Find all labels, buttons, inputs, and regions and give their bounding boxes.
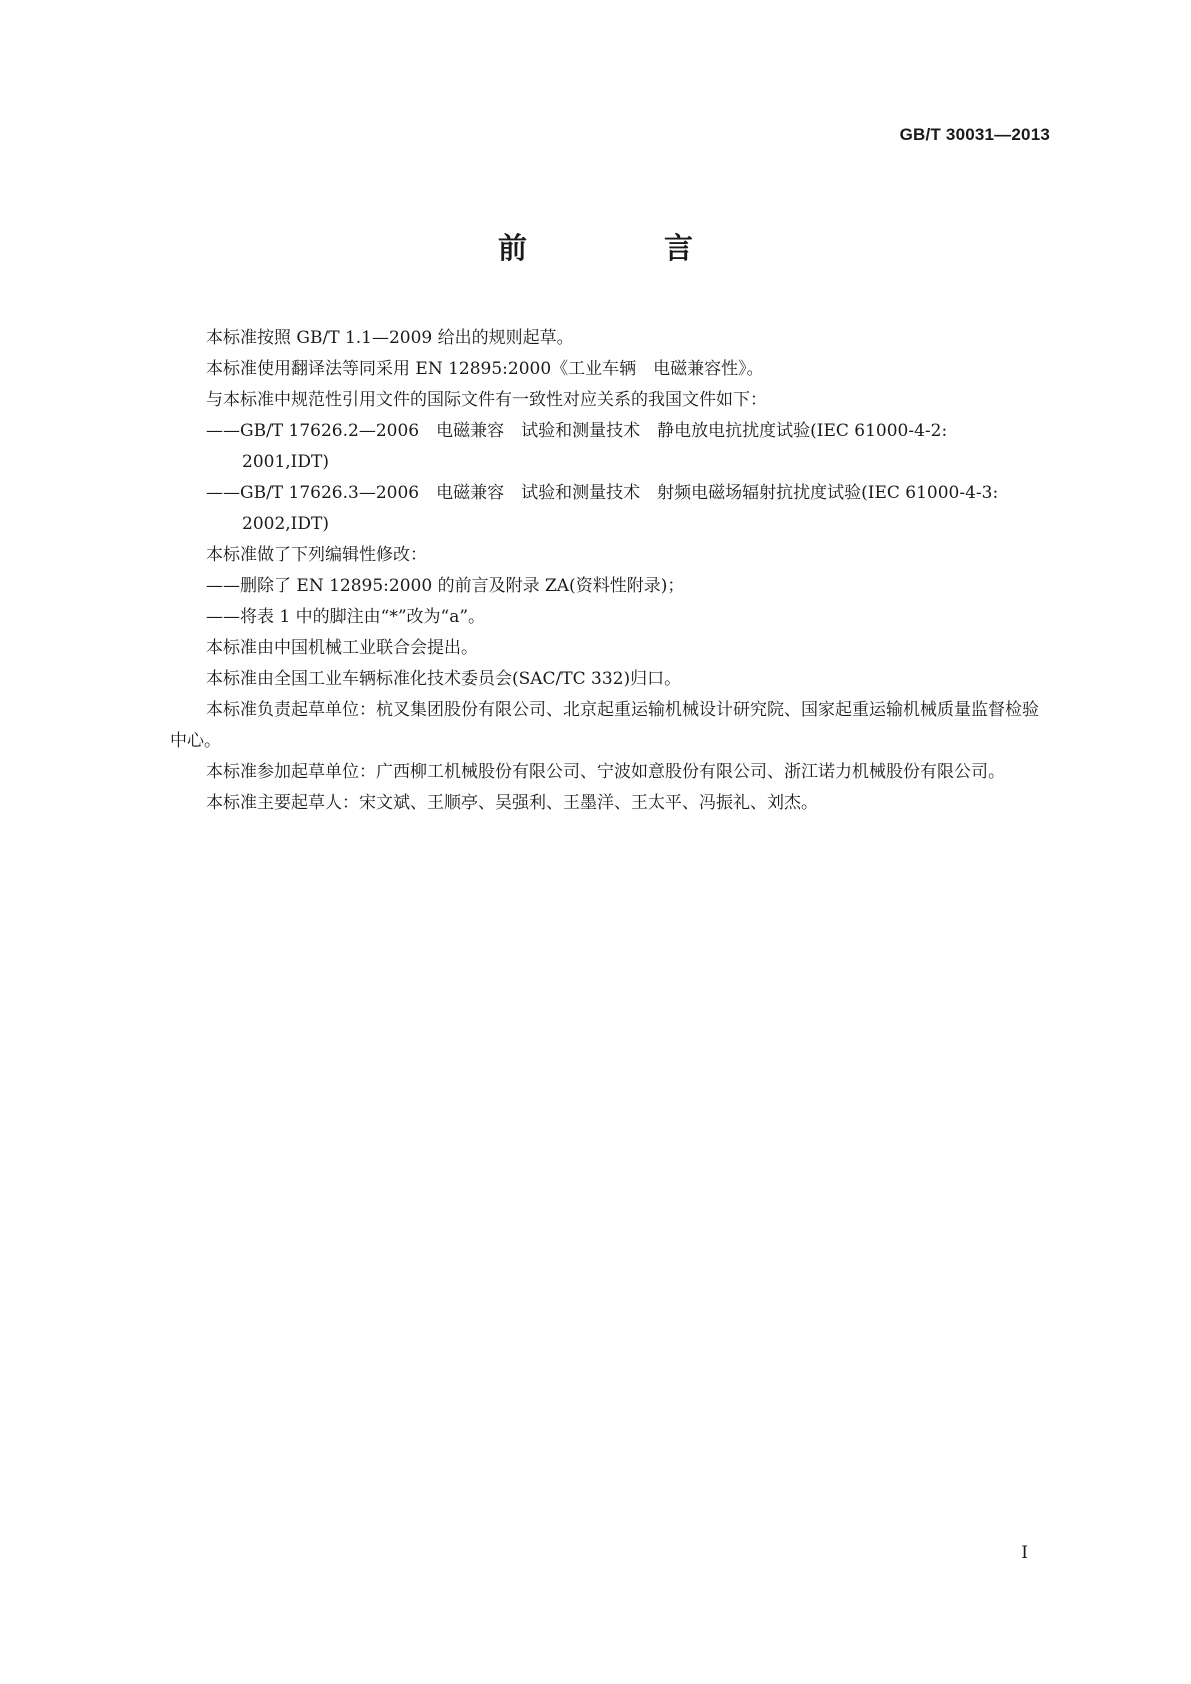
paragraph-adoption: 本标准使用翻译法等同采用 EN 12895:2000《工业车辆 电磁兼容性》。 [206,359,764,379]
paragraph-participating-drafters: 本标准参加起草单位：广西柳工机械股份有限公司、宁波如意股份有限公司、浙江诺力机械股份有限公司。 [206,762,1005,782]
paragraph-responsible-drafters: 本标准负责起草单位：杭叉集团股份有限公司、北京起重运输机械设计研究院、国家起重运输机械质量监督检验中心。 [170,700,1039,751]
reference-item-continuation: 2001,IDT) [242,452,329,472]
reference-item [170,478,1050,540]
paragraph-references-intro: 与本标准中规范性引用文件的国际文件有一致性对应关系的我国文件如下： [206,390,767,410]
editorial-change-text: ——删除了 EN 12895:2000 的前言及附录 ZA(资料性附录)； [206,576,685,596]
paragraph-committee: 本标准由全国工业车辆标准化技术委员会(SAC/TC 332)归口。 [206,669,682,689]
reference-item-continuation: 2002,IDT) [242,514,329,534]
editorial-change-text: ——将表 1 中的脚注由“*”改为“a”。 [206,607,486,627]
standard-code: GB/T 30031—2013 [899,125,1050,144]
reference-item-line: ——GB/T 17626.2—2006 电磁兼容 试验和测量技术 静电放电抗扰度试验(IEC 61000-4-2: [206,421,948,441]
paragraph-main-drafters: 本标准主要起草人：宋文斌、王顺亭、吴强利、王墨洋、王太平、冯振礼、刘杰。 [206,793,818,813]
reference-item [170,416,1050,478]
page-number: I [1021,1543,1028,1563]
paragraph-editorial-changes: 本标准做了下列编辑性修改： [206,545,427,565]
page-title: 前 言 [497,231,747,265]
editorial-change-item [170,571,1050,602]
editorial-change-item [170,602,1050,633]
paragraph-proposer: 本标准由中国机械工业联合会提出。 [206,638,478,658]
reference-item-line: ——GB/T 17626.3—2006 电磁兼容 试验和测量技术 射频电磁场辐射抗扰度试验(IEC 61000-4-3: [206,483,999,503]
paragraph-drafting-rules: 本标准按照 GB/T 1.1—2009 给出的规则起草。 [206,328,574,348]
foreword-body [170,323,1050,819]
